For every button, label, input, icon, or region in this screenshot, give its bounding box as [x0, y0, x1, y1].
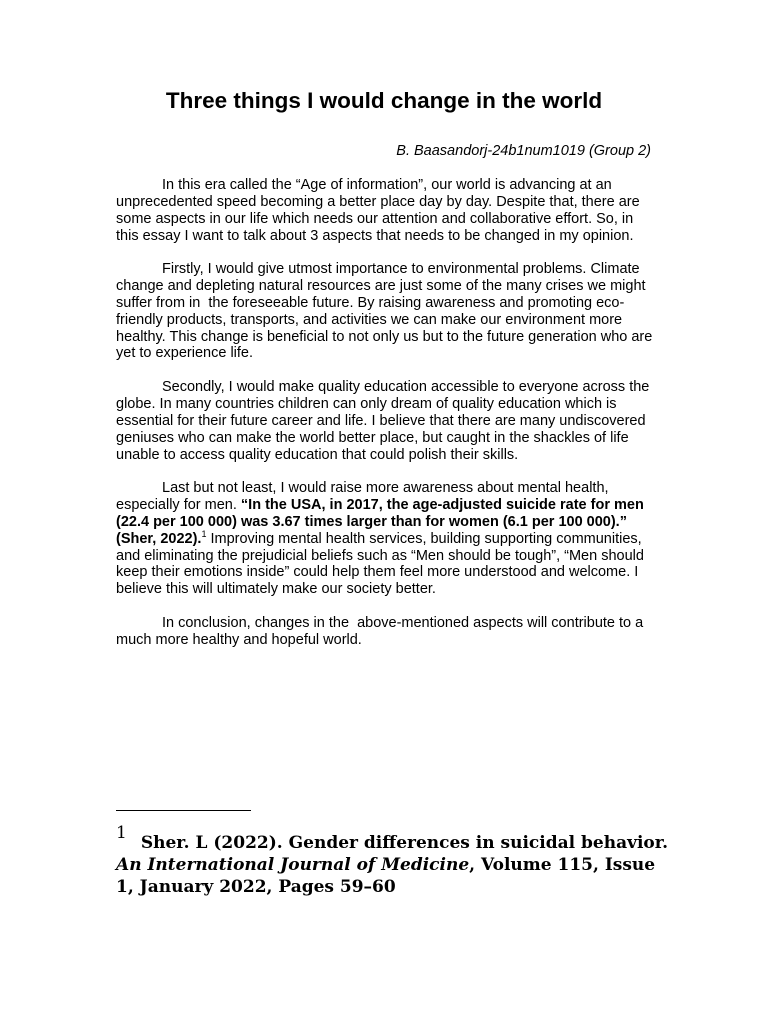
- essay-body: [116, 177, 654, 665]
- paragraph-environment: Firstly, I would give utmost importance to environmental problems. Climate change and depleting natural resources are just some of the many crises we might suffer from in the foreseeable future. By raising awareness and promoting eco-friendly products, transports, and activities we can make our environment more healthy. This change is beneficial to not only us but to the future generation who are yet to experience life.: [116, 261, 653, 362]
- mental-health-rest: Improving mental health services, building supporting communities, and eliminating the prejudicial beliefs such as “Men should be tough”, “Men should keep their emotions inside” could help them feel more understood and welcome. I believe this will ultimately make our society better.: [116, 530, 644, 598]
- statistic-quote: “In the USA, in 2017, the age-adjusted suicide rate for men (22.4 per 100 000) was 3.67 times larger than for women (6.1 per 100 000).” (Sher, 2022).: [116, 497, 644, 547]
- paragraph-introduction: In this era called the “Age of information”, our world is advancing at an unprecedented speed becoming a better place day by day. Despite that, there are some aspects in our life which needs our attention and collaborative effort. So, in this essay I want to talk about 3 aspects that needs to be changed in my opinion.: [116, 177, 640, 244]
- document-title: Three things I would change in the world: [165, 88, 603, 113]
- footnote-number: 1: [116, 823, 127, 843]
- mental-health-intro: Last but not least, I would raise more awareness about mental health, especially for men.: [116, 480, 609, 514]
- footnote-journal: An International Journal of Medicine: [116, 855, 470, 875]
- footnote-details: , Volume 115, Issue 1, January 2022, Pages 59–60: [116, 855, 656, 897]
- paragraph-education: Secondly, I would make quality education accessible to everyone across the globe. In many countries children can only dream of quality education which is essential for their future career and life. I believe that there are many undiscovered geniuses who can make the world better place, but caught in the shackles of life unable to access quality education that could polish their skills.: [116, 379, 650, 463]
- footnote-citation: Sher. L (2022). Gender differences in suicidal behavior.: [140, 833, 669, 853]
- footnote: [116, 823, 676, 898]
- paragraph-conclusion: In conclusion, changes in the above-mentioned aspects will contribute to a much more healthy and hopeful world.: [116, 614, 644, 648]
- paragraph-mental-health: [116, 480, 654, 598]
- footnote-reference[interactable]: 1: [201, 528, 207, 539]
- author-line: B. Baasandorj-24b1num1019 (Group 2): [396, 143, 651, 159]
- footnote-separator: [116, 810, 251, 811]
